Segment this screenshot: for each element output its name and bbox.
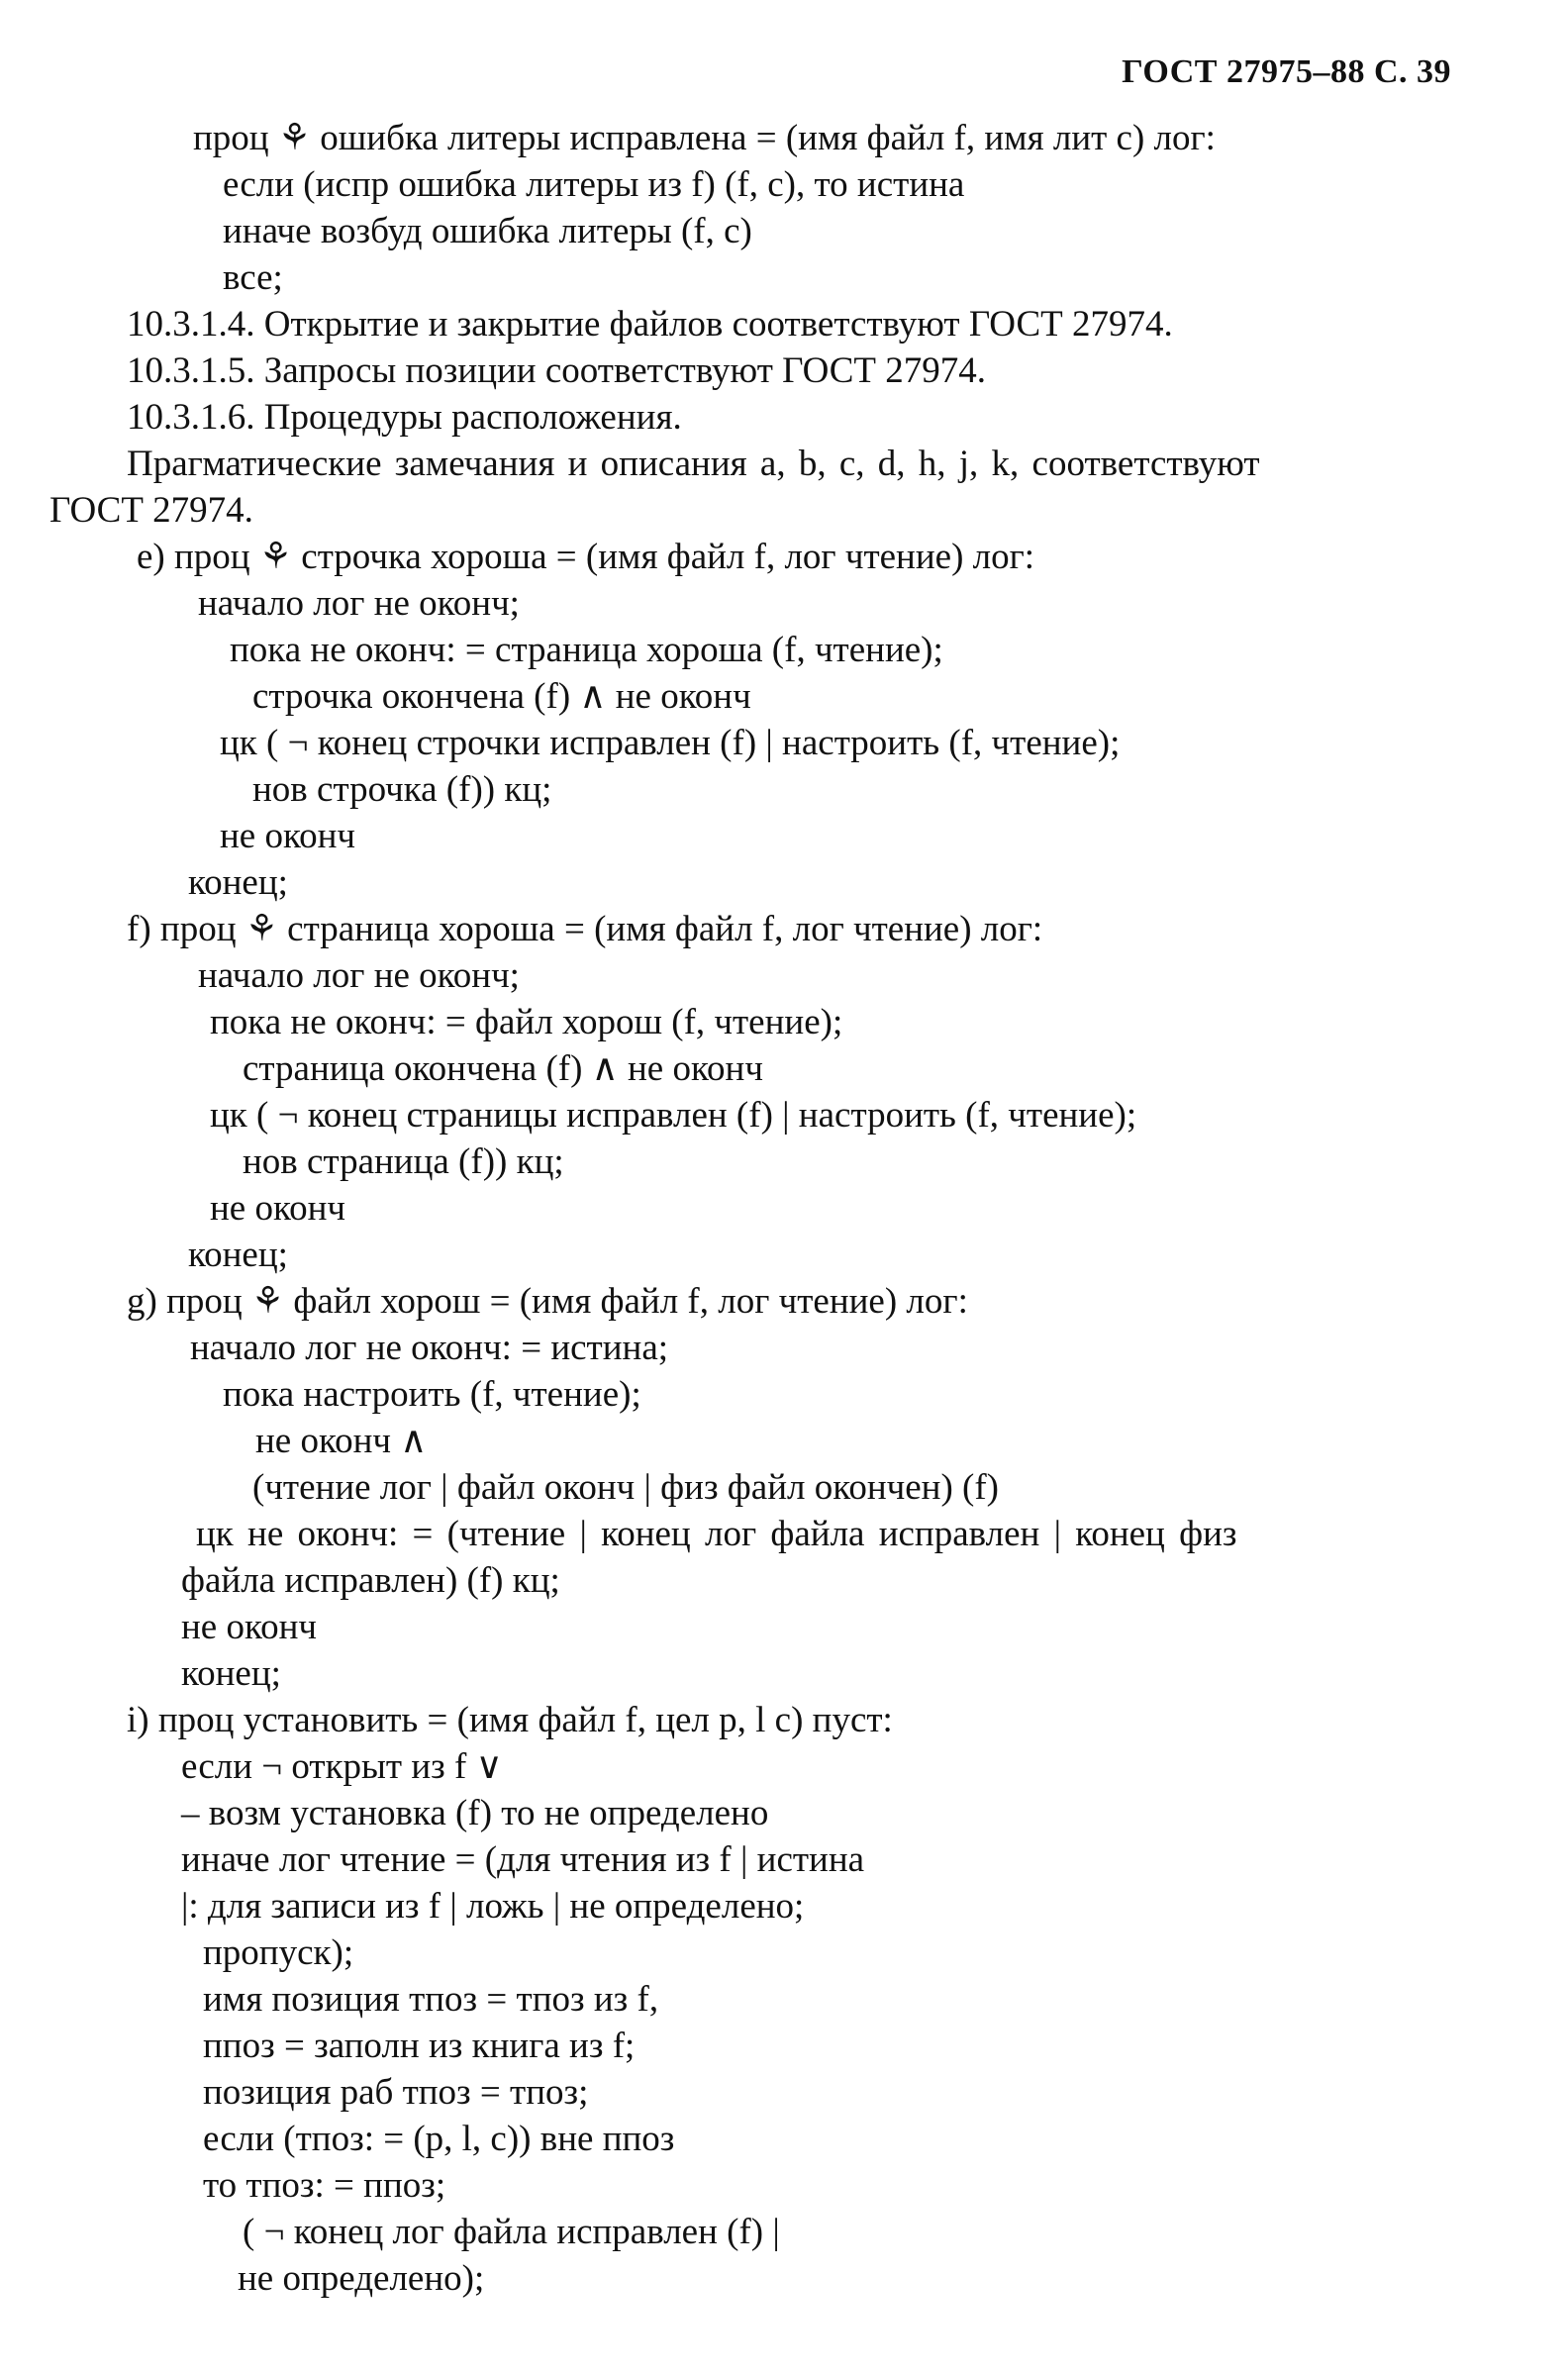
paragraph-line: 10.3.1.4. Открытие и закрытие файлов соответствуют ГОСТ 27974. [127, 304, 1173, 345]
code-line: имя позиция тпоз = тпоз из f, [203, 1979, 659, 2020]
code-line: не оконч [181, 1607, 317, 1647]
code-line: не оконч [220, 816, 355, 856]
code-line: цк ( ¬ конец страницы исправлен (f) | настроить (f, чтение); [210, 1095, 1137, 1136]
code-line: иначе возбуд ошибка литеры (f, c) [223, 211, 752, 251]
code-line: цк ( ¬ конец строчки исправлен (f) | настроить (f, чтение); [220, 723, 1121, 763]
code-line: если (испр ошибка литеры из f) (f, c), то истина [223, 164, 965, 205]
code-line: конец; [181, 1653, 281, 1694]
code-line: пока не оконч: = файл хорош (f, чтение); [210, 1002, 843, 1042]
code-line: |: для записи из f | ложь | не определено; [181, 1886, 805, 1927]
code-line: конец; [188, 1235, 288, 1275]
code-line: конец; [188, 862, 288, 903]
code-line: файла исправлен) (f) кц; [181, 1560, 560, 1601]
code-line: все; [223, 257, 283, 298]
code-line: е) проц ⚘ строчка хороша = (имя файл f, лог чтение) лог: [137, 537, 1035, 577]
code-line: если (тпоз: = (p, l, c)) вне ппоз [203, 2119, 675, 2159]
code-line: f) проц ⚘ страница хороша = (имя файл f, лог чтение) лог: [127, 909, 1043, 949]
code-line: страница окончена (f) ∧ не оконч [243, 1048, 763, 1089]
code-line: начало лог не оконч; [198, 583, 520, 624]
code-line: если ¬ открыт из f ∨ [181, 1746, 503, 1787]
code-line: нов строчка (f)) кц; [252, 769, 552, 810]
code-line: позиция раб тпоз = тпоз; [203, 2072, 589, 2113]
code-line: g) проц ⚘ файл хорош = (имя файл f, лог чтение) лог: [127, 1281, 968, 1322]
code-line: строчка окончена (f) ∧ не оконч [252, 676, 751, 717]
code-line: ппоз = заполн из книга из f; [203, 2026, 636, 2066]
code-line: нов страница (f)) кц; [243, 1141, 564, 1182]
code-line: то тпоз: = ппоз; [203, 2165, 446, 2206]
running-head: ГОСТ 27975–88 С. 39 [1122, 53, 1451, 90]
code-line: i) проц установить = (имя файл f, цел p, l c) пуст: [127, 1700, 893, 1740]
code-line: пропуск); [203, 1932, 354, 1973]
code-line: начало лог не оконч: = истина; [190, 1328, 669, 1368]
code-line: не оконч [210, 1188, 345, 1229]
code-line: (чтение лог | файл оконч | физ файл окончен) (f) [252, 1467, 999, 1508]
paragraph-line: 10.3.1.6. Процедуры расположения. [127, 397, 682, 438]
paragraph-line: 10.3.1.5. Запросы позиции соответствуют ГОСТ 27974. [127, 350, 987, 391]
code-line: пока не оконч: = страница хороша (f, чтение); [230, 630, 943, 670]
code-line: начало лог не оконч; [198, 955, 520, 996]
code-line: пока настроить (f, чтение); [223, 1374, 641, 1415]
paragraph-line: Прагматические замечания и описания a, b, c, d, h, j, k, соответствуют [127, 444, 1260, 484]
code-line: не оконч ∧ [255, 1421, 428, 1461]
code-line: цк не оконч: = (чтение | конец лог файла исправлен | конец физ [196, 1514, 1237, 1554]
paragraph-line: ГОСТ 27974. [49, 490, 253, 531]
code-line: проц ⚘ ошибка литеры исправлена = (имя файл f, имя лит с) лог: [193, 118, 1216, 158]
code-line: – возм установка (f) то не определено [181, 1793, 769, 1833]
code-line: не определено); [238, 2258, 485, 2299]
code-line: ( ¬ конец лог файла исправлен (f) | [243, 2212, 780, 2252]
code-line: иначе лог чтение = (для чтения из f | истина [181, 1839, 865, 1880]
